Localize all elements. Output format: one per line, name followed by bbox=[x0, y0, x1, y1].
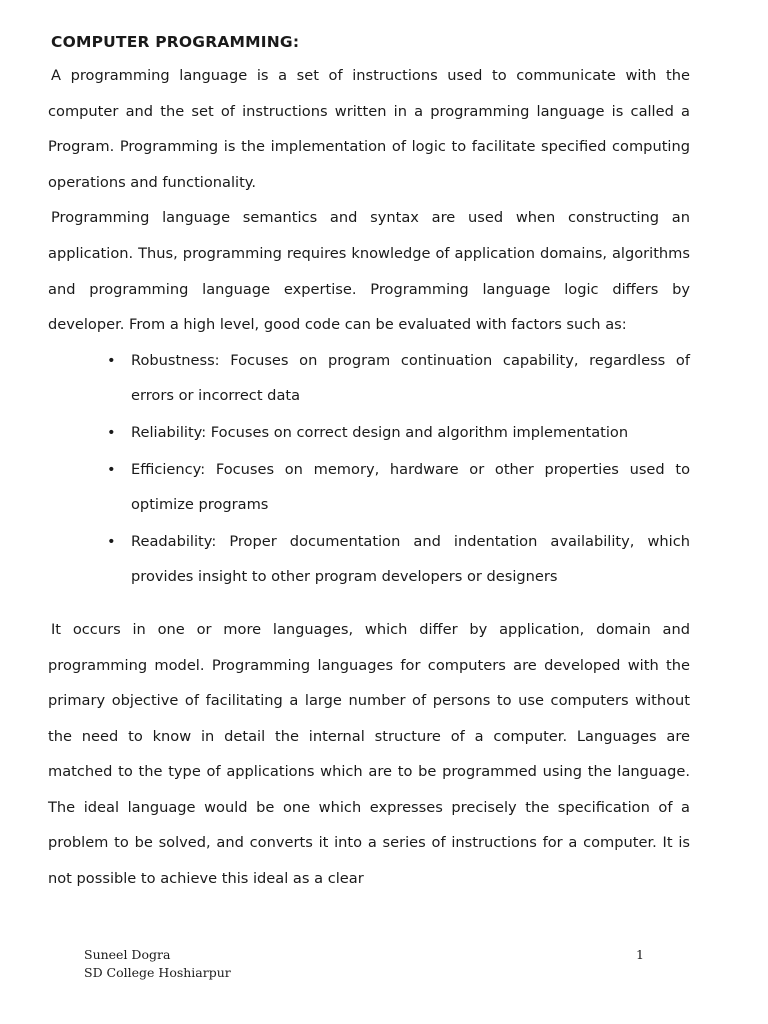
factors-list bbox=[48, 343, 690, 595]
bullet-icon: • bbox=[107, 423, 116, 441]
list-item-text: Readability: Proper documentation and indentation availability, which provides insight to other program developers or designers bbox=[131, 532, 690, 586]
page-footer bbox=[84, 946, 644, 982]
list-item bbox=[107, 415, 690, 451]
bullet-icon: • bbox=[107, 532, 116, 550]
list-item bbox=[107, 452, 690, 523]
footer-author: Suneel Dogra bbox=[84, 947, 171, 962]
page-number: 1 bbox=[636, 947, 644, 962]
list-item-text: Efficiency: Focuses on memory, hardware or other properties used to optimize programs bbox=[131, 460, 690, 514]
list-item bbox=[107, 524, 690, 595]
paragraph-intro: A programming language is a set of instructions used to communicate with the computer and the set of instructions written in a programming language is called a Program. Programming is the implementation of logic to facilitate specified computing operations and functionality. bbox=[48, 67, 690, 191]
list-item-text: Reliability: Focuses on correct design and algorithm implementation bbox=[131, 423, 629, 441]
footer-institution: SD College Hoshiarpur bbox=[84, 965, 231, 980]
paragraph-semantics: Programming language semantics and syntax are used when constructing an application. Thus, programming requires knowledge of application domains, algorithms and programming language expertise. Programming language logic differs by developer. From a high level, good code can be evaluated with factors such as: bbox=[48, 209, 690, 334]
list-item bbox=[107, 343, 690, 414]
section-spacer bbox=[48, 596, 690, 612]
list-item-text: Robustness: Focuses on program continuation capability, regardless of errors or incorrect data bbox=[131, 351, 690, 405]
bullet-icon: • bbox=[107, 351, 116, 369]
page-title: COMPUTER PROGRAMMING: bbox=[51, 33, 300, 51]
paragraph-languages: It occurs in one or more languages, which differ by application, domain and programming model. Programming languages for computers are developed with the primary objective of facilitating a large number of persons to use computers without the need to know in detail the internal structure of a computer. Languages are matched to the type of applications which are to be programmed using the language. The ideal language would be one which expresses precisely the specification of a problem to be solved, and converts it into a series of instructions for a computer. It is not possible to achieve this ideal as a clear bbox=[48, 620, 690, 888]
document-page bbox=[48, 32, 690, 897]
bullet-icon: • bbox=[107, 460, 116, 478]
